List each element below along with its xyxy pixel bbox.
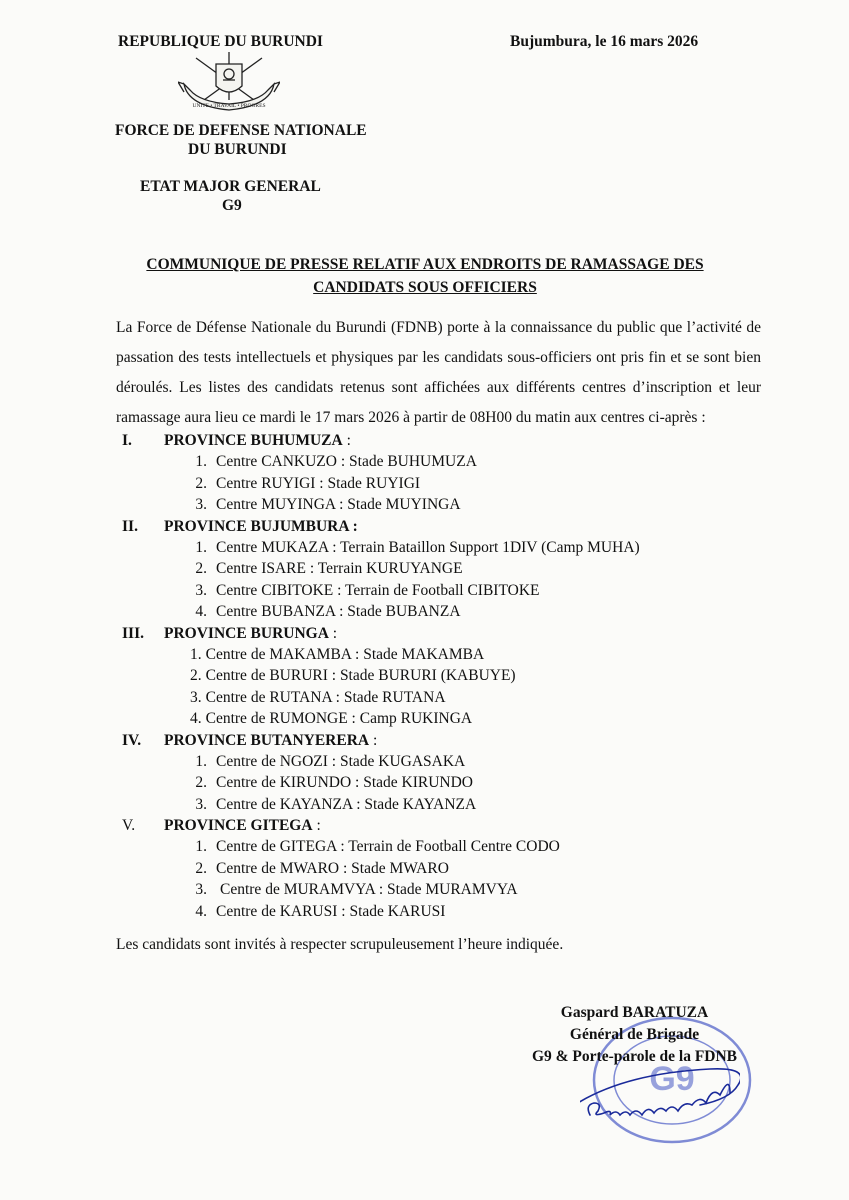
province-heading: V. PROVINCE GITEGA : — [122, 817, 321, 834]
division-heading: G9 — [222, 197, 242, 214]
centre-number: 3. — [190, 688, 202, 706]
centre-number: 3. — [195, 581, 207, 599]
province-name: PROVINCE BUJUMBURA : — [164, 517, 358, 535]
centre-number: 1. — [195, 752, 207, 770]
centre-item — [122, 665, 762, 687]
intro-paragraph: La Force de Défense Nationale du Burundi (FDNB) porte à la connaissance du public que l’activité de passation des tests intellectuels et physiques par les candidats sous-officiers ont pris fin et se sont bien déroulés. Les listes des candidats retenus sont affichées aux différents centres d’inscription et leur ramassage aura lieu ce mardi le 17 mars 2026 à partir de 08H00 du matin aux centres ci-après : — [116, 319, 761, 426]
centre-item — [122, 901, 762, 923]
centre-text: Centre CIBITOKE : Terrain de Football CIBITOKE — [216, 581, 540, 599]
centre-item — [122, 473, 762, 495]
communique-title — [110, 253, 740, 299]
centre-number: 3. — [195, 795, 207, 813]
centre-text: Centre BUBANZA : Stade BUBANZA — [216, 603, 461, 620]
title-line1: COMMUNIQUE DE PRESSE RELATIF AUX ENDROITS DE RAMASSAGE DES — [146, 256, 704, 273]
centre-number: 4. — [195, 603, 207, 620]
province-number: II. — [122, 517, 138, 535]
centre-item — [122, 494, 762, 516]
signatory-rank: Général de Brigade — [569, 1026, 700, 1043]
centre-item — [122, 708, 762, 730]
centre-number: 3. — [195, 496, 207, 513]
centre-number: 1. — [190, 645, 202, 663]
centre-text: Centre de MURAMVYA : Stade MURAMVYA — [220, 881, 518, 898]
emblem-motto: UNITE • TRAVAIL • PROGRES — [192, 103, 266, 109]
province-block — [122, 430, 762, 516]
centre-text: Centre de MAKAMBA : Stade MAKAMBA — [205, 645, 485, 663]
province-name: PROVINCE BUHUMUZA — [164, 432, 343, 449]
centre-text: Centre RUYIGI : Stade RUYIGI — [216, 474, 421, 492]
centre-item — [122, 858, 762, 880]
centre-text: Centre MUKAZA : Terrain Bataillon Support 1DIV (Camp MUHA) — [216, 538, 640, 556]
province-block — [122, 730, 762, 816]
centre-text: Centre de KIRUNDO : Stade KIRUNDO — [216, 774, 473, 791]
centre-number: 2. — [190, 667, 202, 684]
republic-heading: REPUBLIQUE DU BURUNDI — [118, 33, 323, 50]
centre-text: Centre de MWARO : Stade MWARO — [216, 859, 449, 877]
force-heading-line1: FORCE DE DEFENSE NATIONALE — [115, 122, 367, 139]
provinces-list — [122, 430, 762, 922]
centre-item — [122, 580, 762, 602]
etat-major-heading: ETAT MAJOR GENERAL — [140, 178, 321, 195]
signatory-name: Gaspard BARATUZA — [560, 1004, 709, 1021]
province-number: III. — [122, 624, 144, 642]
centre-item — [122, 687, 762, 709]
centre-number: 2. — [195, 774, 207, 791]
centre-number: 1. — [195, 453, 207, 470]
centre-number: 1. — [195, 538, 207, 556]
centre-item — [122, 451, 762, 473]
centre-text: Centre de BURURI : Stade BURURI (KABUYE) — [205, 667, 516, 684]
centre-item — [122, 836, 762, 858]
centre-item — [122, 879, 762, 901]
centre-text: Centre de KAYANZA : Stade KAYANZA — [216, 795, 477, 813]
centre-number: 2. — [195, 474, 207, 492]
province-number: V. — [122, 817, 136, 834]
signatory-role: G9 & Porte-parole de la FDNB — [531, 1048, 738, 1065]
centre-text: Centre de GITEGA : Terrain de Football Centre CODO — [216, 838, 560, 855]
centre-text: Centre ISARE : Terrain KURUYANGE — [216, 560, 463, 577]
province-block — [122, 623, 762, 730]
centre-item — [122, 751, 762, 773]
centre-number: 3. — [195, 881, 207, 898]
province-heading: I. PROVINCE BUHUMUZA : — [122, 432, 351, 449]
province-number: IV. — [122, 731, 142, 749]
centre-item — [122, 601, 762, 623]
signature-block — [512, 1002, 757, 1068]
centre-item — [122, 794, 762, 816]
centre-text: Centre de RUTANA : Stade RUTANA — [205, 688, 446, 706]
province-heading: III. PROVINCE BURUNGA : — [122, 624, 338, 642]
centre-text: Centre de RUMONGE : Camp RUKINGA — [205, 710, 473, 727]
handwritten-signature — [580, 1065, 740, 1135]
centre-number: 2. — [195, 560, 207, 577]
centre-number: 4. — [195, 902, 207, 920]
centre-item — [122, 644, 762, 666]
centre-number: 1. — [195, 838, 207, 855]
province-heading — [122, 516, 762, 537]
province-name: PROVINCE GITEGA — [164, 817, 313, 834]
centre-item — [122, 772, 762, 794]
province-heading: IV. PROVINCE BUTANYERERA : — [122, 731, 378, 749]
centre-item — [122, 558, 762, 580]
centre-number: 4. — [190, 710, 202, 727]
centre-item — [122, 537, 762, 559]
centre-text: Centre CANKUZO : Stade BUHUMUZA — [216, 453, 477, 470]
centre-text: Centre de NGOZI : Stade KUGASAKA — [216, 752, 466, 770]
province-block — [122, 516, 762, 623]
centre-number: 2. — [195, 859, 207, 877]
title-line2: CANDIDATS SOUS OFFICIERS — [313, 279, 537, 296]
province-block — [122, 815, 762, 922]
province-name: PROVINCE BURUNGA — [164, 624, 329, 642]
province-number: I. — [122, 432, 132, 449]
centre-text: Centre de KARUSI : Stade KARUSI — [216, 902, 446, 920]
closing-sentence: Les candidats sont invités à respecter scrupuleusement l’heure indiquée. — [116, 936, 564, 953]
centre-text: Centre MUYINGA : Stade MUYINGA — [216, 496, 461, 513]
stamp-text: G9 — [649, 1060, 695, 1098]
province-name: PROVINCE BUTANYERERA — [164, 731, 370, 749]
place-date: Bujumbura, le 16 mars 2026 — [510, 33, 699, 50]
national-emblem — [178, 50, 280, 116]
force-heading-line2: DU BURUNDI — [188, 141, 287, 158]
